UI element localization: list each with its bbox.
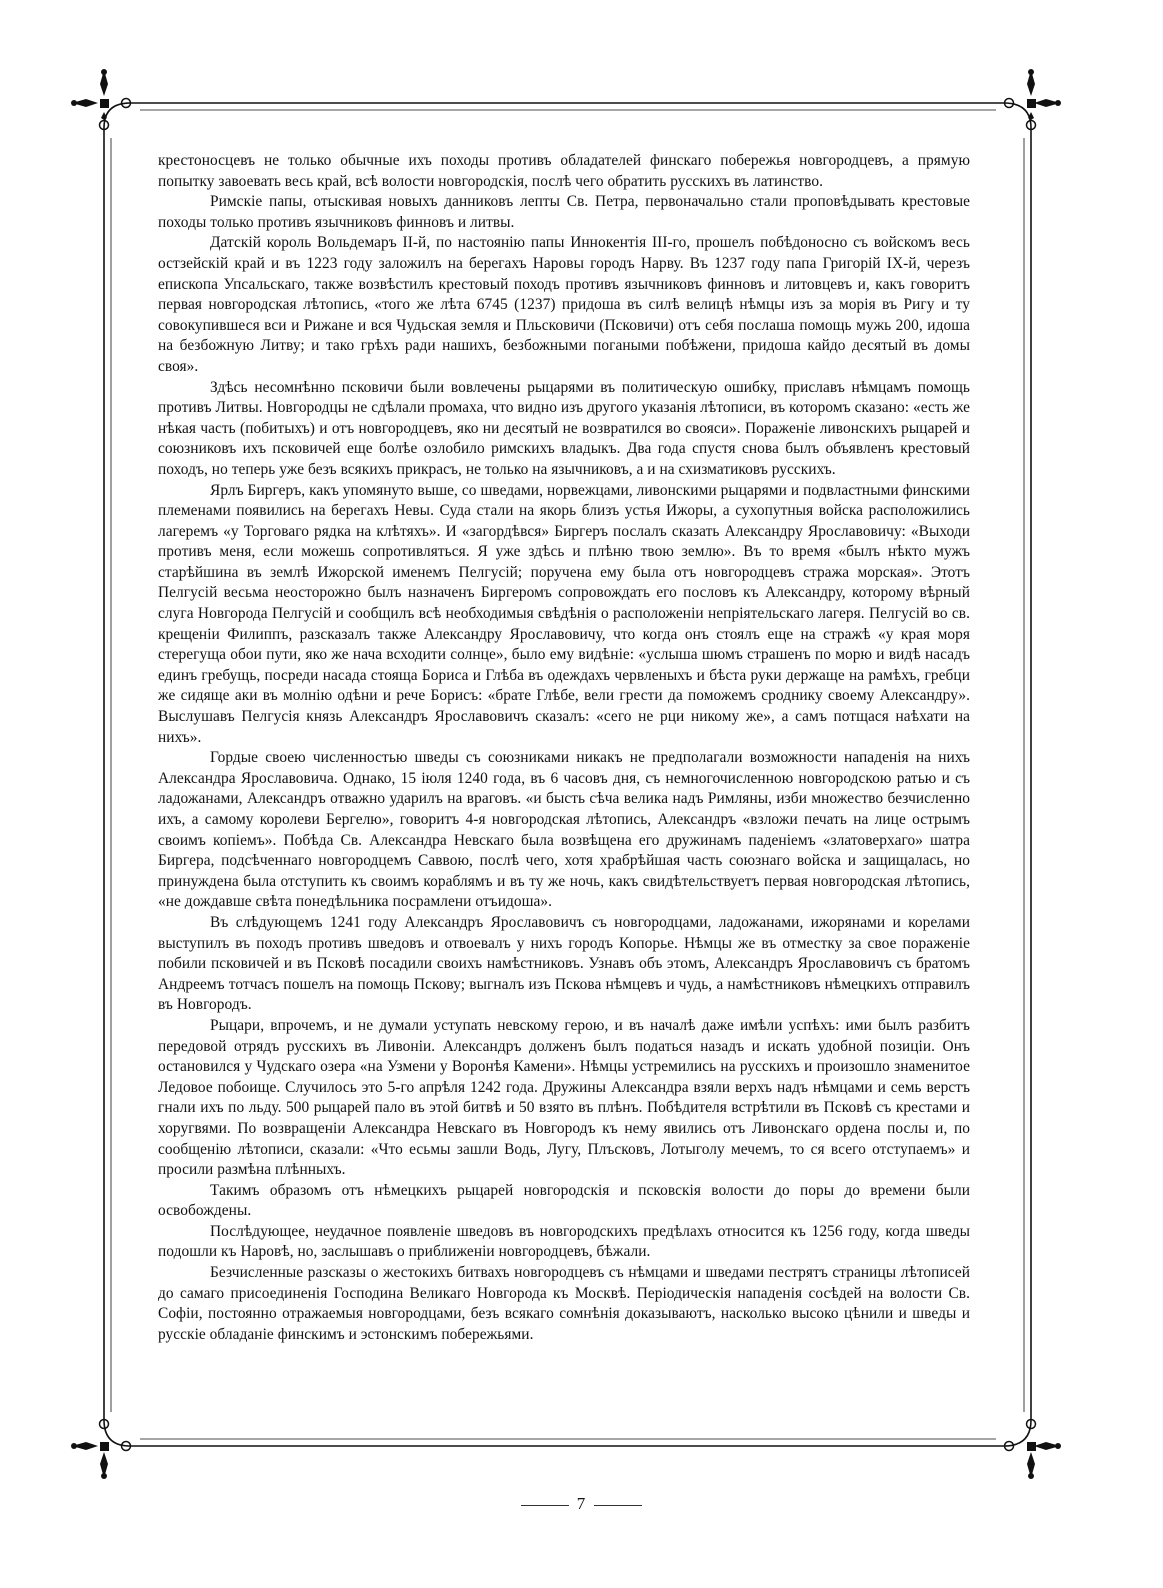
folio-dash-left — [521, 1505, 569, 1506]
paragraph: Гордые своею численностью шведы съ союзниками никакъ не предполагали возможности нападенія на нихъ Александра Ярославовича. Однако, 15 іюля 1240 года, въ 6 часовъ дня, съ немногочисленною новгородскою ратью и съ ладожанами, Александръ отважно ударилъ на враговъ. «и бысть сѣча велика надъ Римляны, изби множество безчисленно ихъ, а самому королеви Бергелю», говоритъ 4-я новгородская лѣтопись, Александръ «взложи печать на лице острымъ своимъ копіемъ». Побѣда Св. Александра Невскаго была возвѣщена его дружинамъ паденіемъ «златоверхаго» шатра Биргера, подсѣченнаго новгородцемъ Саввою, послѣ чего, хотя храбрѣйшая часть союзнаго войска и защищалась, но принуждена была отступить къ своимъ кораблямъ и въ ту же ночь, какъ свидѣтельствуетъ первая новгородская лѣтопись, «не дождавше свѣта понедѣльника посрамлени отъидоша». — [158, 749, 970, 911]
paragraph: Послѣдующее, неудачное появленіе шведовъ въ новгородскихъ предѣлахъ относится къ 1256 году, когда шведы подошли къ Наровѣ, но, заслышавъ о приближеніи новгородцевъ, бѣжали. — [158, 1222, 970, 1261]
paragraph: Рыцари, впрочемъ, и не думали уступать невскому герою, и въ началѣ даже имѣли успѣхъ: ими былъ разбитъ передовой отрядъ русскихъ въ Ливоніи. Александръ долженъ былъ податься назадъ и искать удобной позиціи. Онъ остановился у Чудскаго озера «на Узмени у Воронѣя Камени». Нѣмцы устремились на русскихъ и произошло знаменитое Ледовое побоище. Случилось это 5-го апрѣля 1242 года. Дружины Александра взяли верхъ надъ нѣмцами и семь верстъ гнали ихъ по льду. 500 рыцарей пало въ этой битвѣ и 50 взято въ плѣнъ. Побѣдителя встрѣтили въ Псковѣ съ крестами и хоругвями. По возвращеніи Александра Невскаго въ Новгородъ къ нему явились отъ Ливонскаго ордена послы и, по сообщенію лѣтописи, сказали: «Что есьмы зашли Водь, Лугу, Плъсковъ, Лотыголу мечемъ, то ся всего отступаемъ» и просили размѣна плѣнныхъ. — [158, 1016, 970, 1179]
corner-ornament-bottom-right-icon — [1005, 1420, 1062, 1480]
paragraph: Римскіе папы, отыскивая новыхъ данниковъ лепты Св. Петра, первоначально стали проповѣдывать крестовые походы только противъ язычниковъ финновъ и литвы. — [158, 193, 970, 231]
folio-dash-right — [594, 1505, 642, 1506]
corner-ornament-bottom-left-icon — [71, 1420, 131, 1480]
corner-ornament-top-left-icon — [71, 69, 131, 130]
paragraph: Такимъ образомъ отъ нѣмецкихъ рыцарей новгородскія и псковскія волости до поры до времени были освобождены. — [158, 1181, 970, 1220]
paragraph: крестоносцевъ не только обычные ихъ походы противъ обладателей финскаго побережья новгородцевъ, а прямую попытку завоевать весь край, всѣ волости новгородскія, послѣ чего обратить русскихъ въ латинство. — [158, 152, 970, 190]
paragraph: Безчисленные разсказы о жестокихъ битвахъ новгородцевъ съ нѣмцами и шведами пестрятъ страницы лѣтописей до самаго присоединенія Господина Великаго Новгорода къ Москвѣ. Періодическія нападенія сосѣдей на волости Св. Софіи, постоянно отражаемыя новгородцами, безъ всякаго сомнѣнія доказываютъ, насколько высоко цѣнили и шведы и русскіе обладаніе финскимъ и эстонскимъ побережьями. — [158, 1264, 970, 1343]
paragraph: Въ слѣдующемъ 1241 году Александръ Ярославовичъ съ новгородцами, ладожанами, ижорянами и корелами выступилъ въ походъ противъ шведовъ и отвоевалъ у нихъ городъ Копорье. Нѣмцы же въ отместку за свое пораженіе побили псковичей и въ Псковѣ посадили своихъ намѣстниковъ. Узнавъ объ этомъ, Александръ Ярославовичъ съ братомъ Андреемъ тотчасъ пошелъ на помощь Пскову; выгналъ изъ Пскова нѣмцевъ и чудь, а намѣстниковъ нѣмецкихъ отправилъ въ Новгородъ. — [158, 913, 970, 1014]
corner-ornament-top-right-icon — [1005, 69, 1062, 130]
page-body-text — [158, 151, 970, 1345]
paragraph: Здѣсь несомнѣнно псковичи были вовлечены рыцарями въ политическую ошибку, приславъ нѣмцамъ помощь противъ Литвы. Новгородцы не сдѣлали промаха, что видно изъ другого указанія лѣтописи, въ которомъ сказано: «есть же нѣкая часть (побитыхъ) и отъ новгородцевъ, яко ни десятый не возвратился во свояси». Пораженіе ливонскихъ рыцарей и союзниковъ ихъ псковичей еще болѣе озлобило римскихъ владыкъ. Два года спустя снова былъ объявленъ крестовый походъ, но теперь уже безъ всякихъ прикрасъ, не только на язычниковъ, а и на схизматиковъ русскихъ. — [158, 378, 970, 478]
page-number-footer — [0, 1494, 1163, 1514]
paragraph: Ярлъ Биргеръ, какъ упомянуто выше, со шведами, норвежцами, ливонскими рыцарями и подвластными финскими племенами появились на берегахъ Невы. Суда стали на якорь близъ устья Ижоры, а сухопутныя войска расположились лагеремъ «у Торговаго рядка на клѣтяхъ». И «загордѣвся» Биргеръ послалъ сказать Александру Ярославовичу: «Выходи противъ меня, если можешь сопротивляться. Я уже здѣсь и плѣню твою землю». Въ то время «былъ нѣкто мужъ старѣйшина въ землѣ Ижорской именемъ Пелгусій; поручена ему была отъ новгородцевъ стража морская». Этотъ Пелгусій весьма неосторожно былъ назначенъ Биргеромъ сопровождать его пословъ къ Александру, которому вѣрный слуга Новгорода Пелгусій и сообщилъ всѣ необходимыя свѣдѣнія о расположеніи непріятельскаго лагеря. Пелгусій во св. крещеніи Филиппъ, разсказалъ также Александру Ярославовичу, что когда онъ стоялъ еще на стражѣ «у края моря стерегуща обои пути, яко же нача всходити солнце», было ему видѣніе: «услыша шюмъ страшенъ по морю и видѣ насадъ единъ гребущь, посреди насада стояща Бориса и Глѣба въ одеждахъ червленыхъ и бѣста руки держаще на рамѣхъ, гребци же сидяще аки въ молнію одѣни и рече Борисъ: «брате Глѣбе, вели грести да поможемъ сроднику своему Александру». Выслушавъ Пелгусія князь Александръ Ярославовичъ сказалъ: «сего не рци никому же», а самъ потщася наѣхати на нихъ». — [158, 481, 970, 746]
page-number: 7 — [576, 1494, 587, 1513]
paragraph: Датскій король Вольдемаръ II-й, по настоянію папы Иннокентія III-го, прошелъ побѣдоносно съ войскомъ весь остзейскій край и въ 1223 году заложилъ на берегахъ Наровы городъ Нарву. Въ 1237 году папа Григорій IX-й, черезъ епископа Упсальскаго, также возвѣстилъ крестовый походъ противъ язычниковъ финновъ и литовцевъ и, какъ говоритъ первая новгородская лѣтопись, «того же лѣта 6745 (1237) придоша въ силѣ велицѣ нѣмцы изъ за морія въ Ригу и ту совокупившеся вси и Рижане и вся Чудьская земля и Пльсковичи (Псковичи) отъ себя послаша помощь мужь 200, идоша на безбожную Литву; и тако грѣхъ ради нашихъ, безбожными погаными побѣжени, придоша кайдо десятый въ домы своя». — [158, 234, 970, 375]
